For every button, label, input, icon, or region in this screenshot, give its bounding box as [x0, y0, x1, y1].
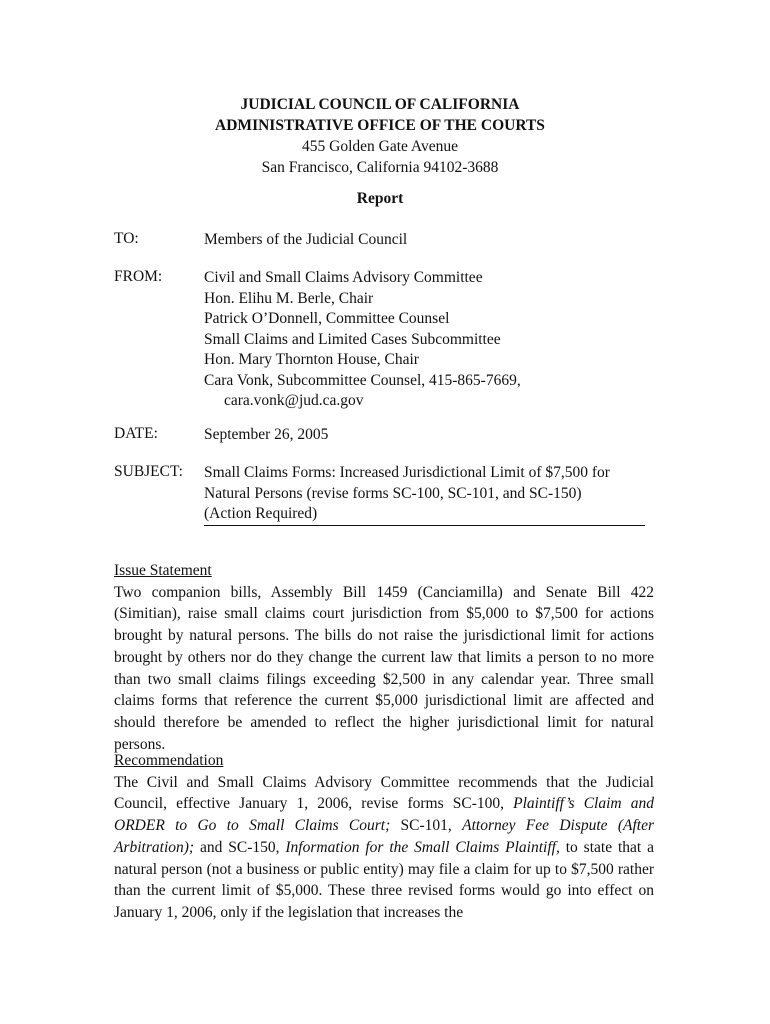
form-sc100-title: Plaintiff’s Claim and ORDER to Go to Small Claims Court; — [114, 795, 654, 835]
letterhead — [0, 94, 760, 178]
from-value — [204, 268, 654, 412]
form-sc101-title: Attorney Fee Dispute (After Arbitration); — [114, 817, 654, 856]
recommendation-heading: Recommendation — [114, 752, 224, 769]
from-line: Small Claims and Limited Cases Subcommittee — [204, 330, 501, 348]
recommendation-body — [114, 772, 654, 924]
recommendation-text: to state that a natural person (not a business or public entity) may file a claim for up to $7,500 rather than the current limit of $5,000. These three revised forms would go into effect on January 1, 2006, only if the legislation that increases the — [114, 838, 654, 921]
recommendation-text: and SC-150, — [194, 838, 286, 856]
issue-section — [114, 560, 654, 755]
from-email: cara.vonk@jud.ca.gov — [224, 392, 364, 409]
subject-action: (Action Required) — [204, 504, 645, 526]
from-line: Hon. Elihu M. Berle, Chair — [204, 289, 374, 307]
issue-body: Two companion bills, Assembly Bill 1459 (Canciamilla) and Senate Bill 422 (Simitian), raise small claims court jurisdiction from $5,000 to $7,500 for actions brought by natural persons. The bills do not raise the jurisdictional limit for actions brought by others nor do they change the current law that limits a person to no more than two small claims filings exceeding $2,500 in any calendar year. Three small claims forms that reference the current $5,000 jurisdictional limit are affected and should therefore be amended to reflect the higher jurisdictional limit for natural persons. — [114, 583, 654, 753]
subject-line: Small Claims Forms: Increased Jurisdictional Limit of $7,500 for — [204, 464, 610, 481]
issue-heading: Issue Statement — [114, 562, 212, 579]
city-address: San Francisco, California 94102-3688 — [261, 159, 499, 176]
report-title: Report — [356, 190, 404, 207]
from-label: FROM: — [114, 268, 163, 285]
form-sc150-title: Information for the Small Claims Plaintiff, — [285, 838, 560, 856]
office-name: ADMINISTRATIVE OFFICE OF THE COURTS — [215, 117, 545, 134]
subject-value — [204, 463, 654, 526]
to-label: TO: — [114, 230, 139, 247]
recommendation-section — [114, 750, 654, 924]
subject-line: Natural Persons (revise forms SC-100, SC-101, and SC-150) — [204, 484, 582, 502]
from-line: Hon. Mary Thornton House, Chair — [204, 351, 419, 368]
council-name: JUDICIAL COUNCIL OF CALIFORNIA — [240, 96, 520, 113]
from-line: Patrick O’Donnell, Committee Counsel — [204, 310, 450, 327]
street-address: 455 Golden Gate Avenue — [302, 138, 458, 155]
recommendation-text: The Civil and Small Claims Advisory Committee recommends that the Judicial Council, effective January 1, 2006, revise forms SC-100, — [114, 773, 654, 813]
to-value: Members of the Judicial Council — [204, 231, 408, 248]
date-label: DATE: — [114, 425, 158, 442]
from-line: Cara Vonk, Subcommittee Counsel, 415-865-7669, — [204, 371, 521, 389]
subject-label: SUBJECT: — [114, 463, 183, 480]
from-line: Civil and Small Claims Advisory Committee — [204, 269, 483, 286]
date-value: September 26, 2005 — [204, 426, 329, 443]
recommendation-text: SC-101, — [390, 817, 463, 835]
